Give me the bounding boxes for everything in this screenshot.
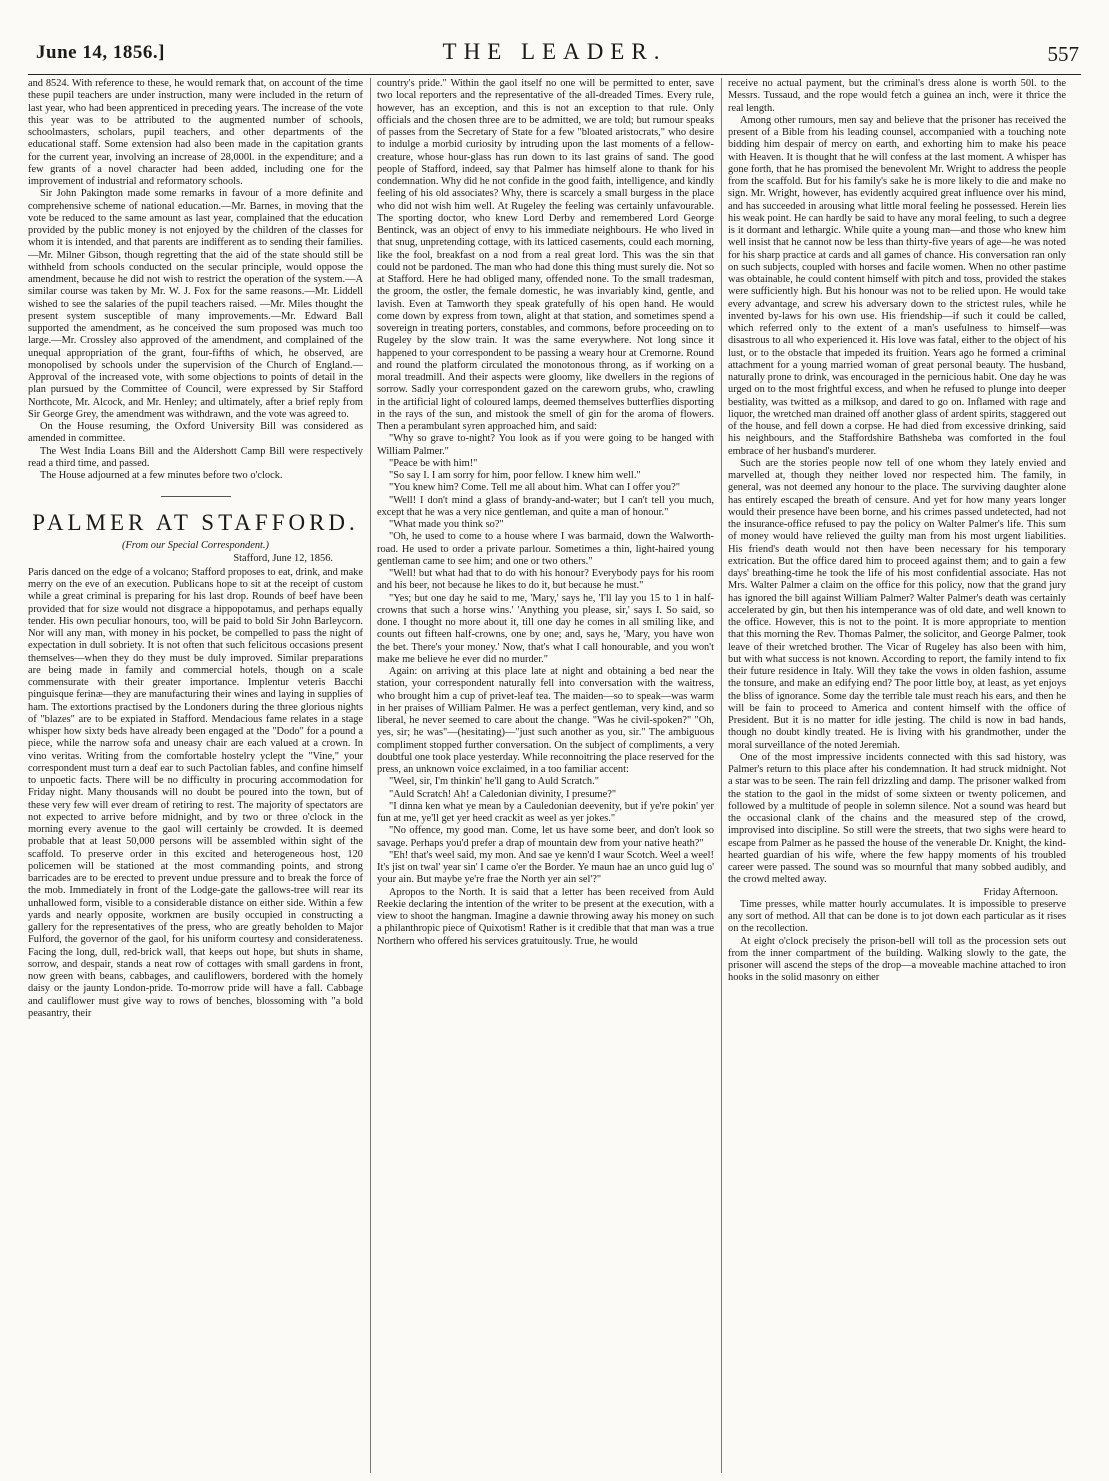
dateline: Stafford, June 12, 1856. <box>233 552 333 564</box>
paragraph: country's pride." Within the gaol itself no one will be permitted to enter, save two local reporters and the representative of the all-dreaded Times. Every rule, however, has an exception, and this is not an exception to that rule. Only officials and the chosen three are to be admitted, we are told; but rumour speaks of passes from the Secretary of State for a few "bloated aristocrats," who desire to indulge a morbid curiosity by intruding upon the last moments of a fellow-creature, whose hour-glass has run down to its last grains of sand. The good people of Stafford, indeed, say that Palmer has himself alone to thank for his condemnation. Why did he not confide in the good faith, intelligence, and kindly feeling of his old associates? Why, there is scarcely a small burgess in the place who did not wish him well. At Rugeley the feeling was certainly unfavourable. The sporting doctor, who knew Lord Derby and remembered Lord George Bentinck, was an object of envy to his immediate neighbours. He who lived in that snug, unpretending cottage, with its latticed casements, could each morning, like the fool, breakfast on a nod from a real great lord. This was the sin that could not be pardoned. The man who had done this thing must surely die. Not so at Stafford. Here he had obliged many, offended none. To the small tradesman, the groom, the ostler, the female domestic, he was invariably kind, gentle, and lavish. Even at Tamworth they speak gratefully of his open hand. He would come down by express from town, alight at that station, and sometimes spend a sovereign in treating porters, constables, and commons, before proceeding on to Rugeley by the slow train. It was the same everywhere. Not long since it happened to your correspondent to be passing a weary hour at Cremorne. Round and round the platform circulated the monotonous throng, as if working on a moral treadmill. And their aspects were gloomy, like dwellers in the regions of sorrow. Sadly your correspondent gazed on the careworn grubs, who, crawling in the artificial light of coloured lamps, deemed themselves butterflies disporting in the rays of the sun, and mistook the smell of gin for the aroma of flowers. Then a perambulant syren approached him, and said: <box>377 78 714 432</box>
paragraph: "So say I. I am sorry for him, poor fellow. I knew him well." <box>389 470 641 481</box>
paragraph: Time presses, while matter hourly accumulates. It is impossible to preserve any sort of method. All that can be done is to jot down each particular as it rises on the recollection. <box>728 898 1066 935</box>
paragraph: Paris danced on the edge of a volcano; Stafford proposes to eat, drink, and make merry on the eve of an execution. Publicans hope to sit at the receipt of custom while a great criminal is preparing for his last drop. Rounds of beef have been provided that for size would not disgrace a hippopotamus, and perhaps equally tender. His own peculiar honours, too, will be paid to bold Sir John Barleycorn. Nor will any man, with money in his pocket, be compelled to pass the night of expectation in dull sobriety. It is not often that such felicitous occasions present themselves—when they do they must be duly improved. Similar preparations are being made in family and commercial hotels, though on a scale commensurate with their greater importance. Implentur veteris Bacchi pinguisque ferinæ—they are manufacturing their wines and laying in supplies of ham. The extortions practised by the Londoners during the three glorious nights of "blazes" are to be expiated in Stafford. Mendacious fame relates in a stage whisper how sixty beds have already been engaged at the "Dodo" for a pound a piece, while the narrow sofa and uneasy chair are each valued at a crown. In vino veritas. Writing from the comfortable hostelry yclept the "Vine," your correspondent must turn a deaf ear to such Pactolian fables, and confine himself to unpoetic facts. There will be no difficulty in procuring accommodation for Friday night. Many thousands will no doubt be poured into the town, but of these very few will ever dream of retiring to rest. The majority of spectators are not expected to arrive before midnight, and by two or three o'clock in the morning every avenue to the gaol will certainly be crowded. It is deemed probable that at least 50,000 persons will be assembled within sight of the scaffold. To preserve order in this excited and heterogeneous host, 120 policemen will be stationed at the most commanding points, and strong barricades are to be erected to prevent undue pressure and to break the force of the mob. Immediately in front of the Lodge-gate the gallows-tree will rear its unhallowed form, visible to a considerable distance on either side. Within a few yards and nearly opposite, workmen are busily occupied in constructing a gallery for the representatives of the press, who are greatly beholden to Major Fulford, the governor of the gaol, for his uniform courtesy and considerateness. Facing the long, dull, red-brick wall, that keeps out hope, but shuts in shame, sorrow, and despair, stands a neat row of cottages with small gardens in front, now green with beans, cabbages, and cauliflowers, bordered with the homely daisy or the jaunty London-pride. To-morrow pride will have a fall. Cabbage and cauliflower must give way to rows of benches, blossoming with "a bold peasantry, their <box>28 566 363 1019</box>
paragraph: Sir John Pakington made some remarks in favour of a more definite and comprehensive scheme of national education.—Mr. Barnes, in moving that the vote be reduced to the same amount as last year, complained that the education provided by the public money is not enjoyed by the children of the classes for whom it is intended, and that parents are indifferent as to sending their families.—Mr. Milner Gibson, though regretting that the aid of the state should still be withheld from schools conducted on the secular principle, would oppose the amendment, because he did not wish to restrict the operation of the system.—A similar course was taken by Mr. W. J. Fox for the same reasons.—Mr. Liddell wished to see the salaries of the pupil teachers raised. —Mr. Miles thought the present system susceptible of many improvements.—Mr. Edward Ball supported the amendment, as he conceived the sum proposed was much too large.—Mr. Crossley also approved of the amendment, and complained of the unequal appropriation of the grant, four-fifths of which, he observed, are monopolised by schools under the supervision of the Church of England.—Approval of the increased vote, with some objections to points of detail in the plan pursued by the Committee of Council, were expressed by Sir Stafford Northcote, Mr. Alcock, and Mr. Henley; and ultimately, after a brief reply from Sir George Grey, the amendment was withdrawn, and the vote was agreed to. <box>28 188 363 420</box>
paragraph: "Peace be with him!" <box>389 457 478 469</box>
paragraph: The West India Loans Bill and the Aldershott Camp Bill were respectively read a third time, and passed. <box>28 445 363 469</box>
masthead-title: THE LEADER. <box>442 39 667 64</box>
paragraph: Among other rumours, men say and believe that the prisoner has received the present of a Bible from his leading counsel, accompanied with a touching note bidding him despair of mercy on earth, and exhorting him to make his peace with Heaven. It is thought that he will confess at the last moment. A whisper has gone forth, that he has promised the benevolent Mr. Wright to address the people from the scaffold. But for his family's sake he is more likely to die and make no sign. Mr. Wright, however, has evidently acquired great influence over his mind, and has succeeded in arousing what little moral feeling he possessed. Herein lies his weak point. He can hardly be said to have any moral feeling, to such a degree is it dormant and lethargic. While quite a young man—and those who knew him well insist that he cannot now be less than thirty-five years of age—he was noted for his sharp practice at cards and all games of chance. His conversation ran only on such subjects, coupled with horses and facile women. When no other pastime was obtainable, he could content himself with pitch and toss, provided the stakes were sufficiently high. But his honour was not to be relied upon. He would take every advantage, and screw his adversary down to the strictest rules, while he invented by-laws for his own use. His friendship—if such it could be called, which referred only to the extent of a man's usefulness to himself—was disastrous to all who experienced it. His love was fatal, either to the object of his lust, or to the obstacle that impeded its fruition. Years ago he formed a criminal attachment for a young married woman of great personal beauty. The husband, naturally prone to drink, was encouraged in the pernicious habit. One day he was urged on to the most frightful excess, and when he refused to plunge into deeper bestiality, was twitted as a milksop, and dared to go on. Inflamed with rage and liquor, the wretched man drained off another glass of ardent spirits, staggered out of the house, and fell down a corpse. He had died from excessive drinking, said his neighbours, and the Staffordshire Bathsheba was comforted in the foul embrace of her husband's murderer. <box>728 114 1066 457</box>
page-number: 557 <box>1047 42 1079 66</box>
paragraph: "You knew him? Come. Tell me all about him. What can I offer you?" <box>389 482 680 494</box>
issue-date: June 14, 1856.] <box>36 42 165 63</box>
article-title: PALMER AT STAFFORD. <box>32 510 359 536</box>
paragraph: "I dinna ken what ye mean by a Cauledonian deevenity, but if ye're pokin' yer fun at me, ye'll get yer heed crackit as weel as yer jokes." <box>377 800 714 824</box>
byline: (From our Special Correspondent.) <box>122 540 269 552</box>
column-divider <box>370 78 371 1473</box>
paragraph: The House adjourned at a few minutes before two o'clock. <box>40 470 283 481</box>
paragraph: "Yes; but one day he said to me, 'Mary,' says he, 'I'll lay you 15 to 1 in half-crowns that such a horse wins.' 'Anything you please, sir,' says I. So said, so done. I thought no more about it, till one day he comes in all smiling like, and counts out fifteen half-crowns, one by one; and, says he, 'Mary, you have won the bet. There's your money.' Now, that's what I call honourable, and you won't make me believe he ever did no murder." <box>377 592 714 665</box>
column-divider <box>721 78 722 1473</box>
section-separator <box>161 496 231 497</box>
paragraph: "Eh! that's weel said, my mon. And sae ye kenn'd I waur Scotch. Weel a weel! It's jist on twal' year sin' I came o'er the Border. Ye maun hae an unco guid lug o' your ain. But maybe ye're frae the North yer ain sel'?" <box>377 849 714 886</box>
paragraph: At eight o'clock precisely the prison-bell will toll as the procession sets out from the inner compartment of the building. Walking slowly to the gate, the prisoner will ascend the steps of the drop—a moveable machine attached to iron hooks in the solid masonry on either <box>728 935 1066 984</box>
paragraph: "Why so grave to-night? You look as if you were going to be hanged with William Palmer." <box>377 433 714 457</box>
running-head <box>28 8 1081 72</box>
paragraph: "Well! I don't mind a glass of brandy-and-water; but I can't tell you much, except that he was a very nice gentleman, and quite a man of honour." <box>377 494 714 518</box>
paragraph: One of the most impressive incidents connected with this sad history, was Palmer's return to this place after his condemnation. It had struck midnight. Not a star was to be seen. The rain fell drizzling and damp. The prisoner walked from the station to the gaol in the midst of some sixteen or twenty policemen, and followed by a multitude of people in solemn silence. Not a sound was heard but the occasional clank of the chains and the measured step of the crowd, improvised into discipline. So still were the streets, that two sighs were heard to escape from Palmer as he passed the house of the venerable Dr. Knight, the kind-hearted guardian of his wife, where the few happy moments of his troubled career were passed. The sound was so mournful that many sobbed audibly, and the crowd melted away. <box>728 751 1066 886</box>
paragraph: "Oh, he used to come to a house where I was barmaid, down the Walworth-road. He used to order a private parlour. Sometimes a thin, light-haired young gentleman came to see him; and one or two others." <box>377 531 714 567</box>
column-3 <box>728 78 1066 1473</box>
column-1 <box>28 78 363 1473</box>
paragraph: Apropos to the North. It is said that a letter has been received from Auld Reekie declaring the intention of the writer to be present at the execution, with a view to shoot the hangman. Imagine a dawnie throwing away his money on such a philanthropic piece of Quixotism! Rather is it credible that that man was a true Northern who offered his services gratuitously. True, he would <box>377 886 714 947</box>
paragraph: "What made you think so?" <box>389 519 504 530</box>
column-2 <box>377 78 714 1473</box>
paragraph: "Weel, sir, I'm thinkin' he'll gang to Auld Scratch." <box>389 776 599 788</box>
paragraph: "Auld Scratch! Ah! a Caledonian divinity, I presume?" <box>389 788 617 800</box>
paragraph: receive no actual payment, but the criminal's dress alone is worth 50l. to the Messrs. Tussaud, and the rope would fetch a guinea an inch, were it thrice the real length. <box>728 78 1066 114</box>
paragraph: and 8524. With reference to these, he would remark that, on account of the time these pupil teachers are under instruction, many were included in the return of last year, who had been apprenticed in preceding years. The increase of the vote this year was to be attributed to the augmented number of schools, schoolmasters, scholars, pupil teachers, and other departments of the educational staff. Some extension had also been made in the capitation grants for the current year, involving an increase of 28,000l. in the expenditure; and a few grants of a novel character had been added, including one for the improvement of industrial and reformatory schools. <box>28 78 363 187</box>
paragraph: Again: on arriving at this place late at night and obtaining a bed near the station, your correspondent naturally fell into conversation with the waitress, who brought him a cup of privet-leaf tea. The maiden—so to speak—was warm in her praises of William Palmer. He was a perfect gentleman, very kind, and so liberal, he never seemed to care about the change. "Was he civil-spoken?" "Oh, yes, sir; he was"—(hesitating)—"just such another as you, sir." The ambiguous compliment stopped further conversation. On the subject of compliments, a very doubtful one took place yesterday. While reconnoitring the place reserved for the press, an unknown voice exclaimed, in a too familiar accent: <box>377 666 714 775</box>
dateline: Friday Afternoon. <box>983 886 1058 898</box>
paragraph: Such are the stories people now tell of one whom they lately envied and marvelled at, though they neither loved nor respected him. The family, in general, was not deemed any honour to the place. The surviving daughter alone has entirely escaped the breath of censure. And yet for how many years longer would their presence have been borne, and his crimes passed undetected, had not the insurance-office refused to pay the policy on Walter Palmer's life. This sum of money would have relieved the guilty man from his most urgent liabilities. His friend's death would not then have been necessary for his temporary extrication. But the office dared him to proceed against them; and to gain a few days' breathing-time he took the life of his most confidential associate. Has not Mrs. Walter Palmer a claim on the office for this policy, now that the grand jury has ignored the bill against William Palmer? Walter Palmer's death was certainly accelerated by gin, but then his intemperance was of old date, and well known to the office. However, this is not to the point. It is more appropriate to mention that this morning the Rev. Thomas Palmer, the solicitor, and George Palmer, took leave of their wretched brother. The Vicar of Rugeley has also been with him, but with what success is not known. According to report, the family intend to fix their future residence in Italy. Will they take the vows in olden fashion, assume the tonsure, and make an edifying end? The poor little boy, at least, as yet enjoys the bliss of ignorance. Some day the terrible tale must reach his ears, and then he will be fain to proceed to America and content himself with the office of President. But it is no matter for idle jesting. The child is now in bad hands, though no doubt kindly treated. He is living with his grandmother, under the moral surveillance of the noted Jeremiah. <box>728 457 1066 751</box>
paragraph: On the House resuming, the Oxford University Bill was considered as amended in committee. <box>28 421 363 445</box>
paragraph: "Well! but what had that to do with his honour? Everybody pays for his room and his beer, not because he likes to do it, but because he must." <box>377 568 714 592</box>
header-rule <box>28 74 1081 75</box>
paragraph: "No offence, my good man. Come, let us have some beer, and don't look so savage. Perhaps you'd prefer a drap of mountain dew from your native heath?" <box>377 825 714 849</box>
